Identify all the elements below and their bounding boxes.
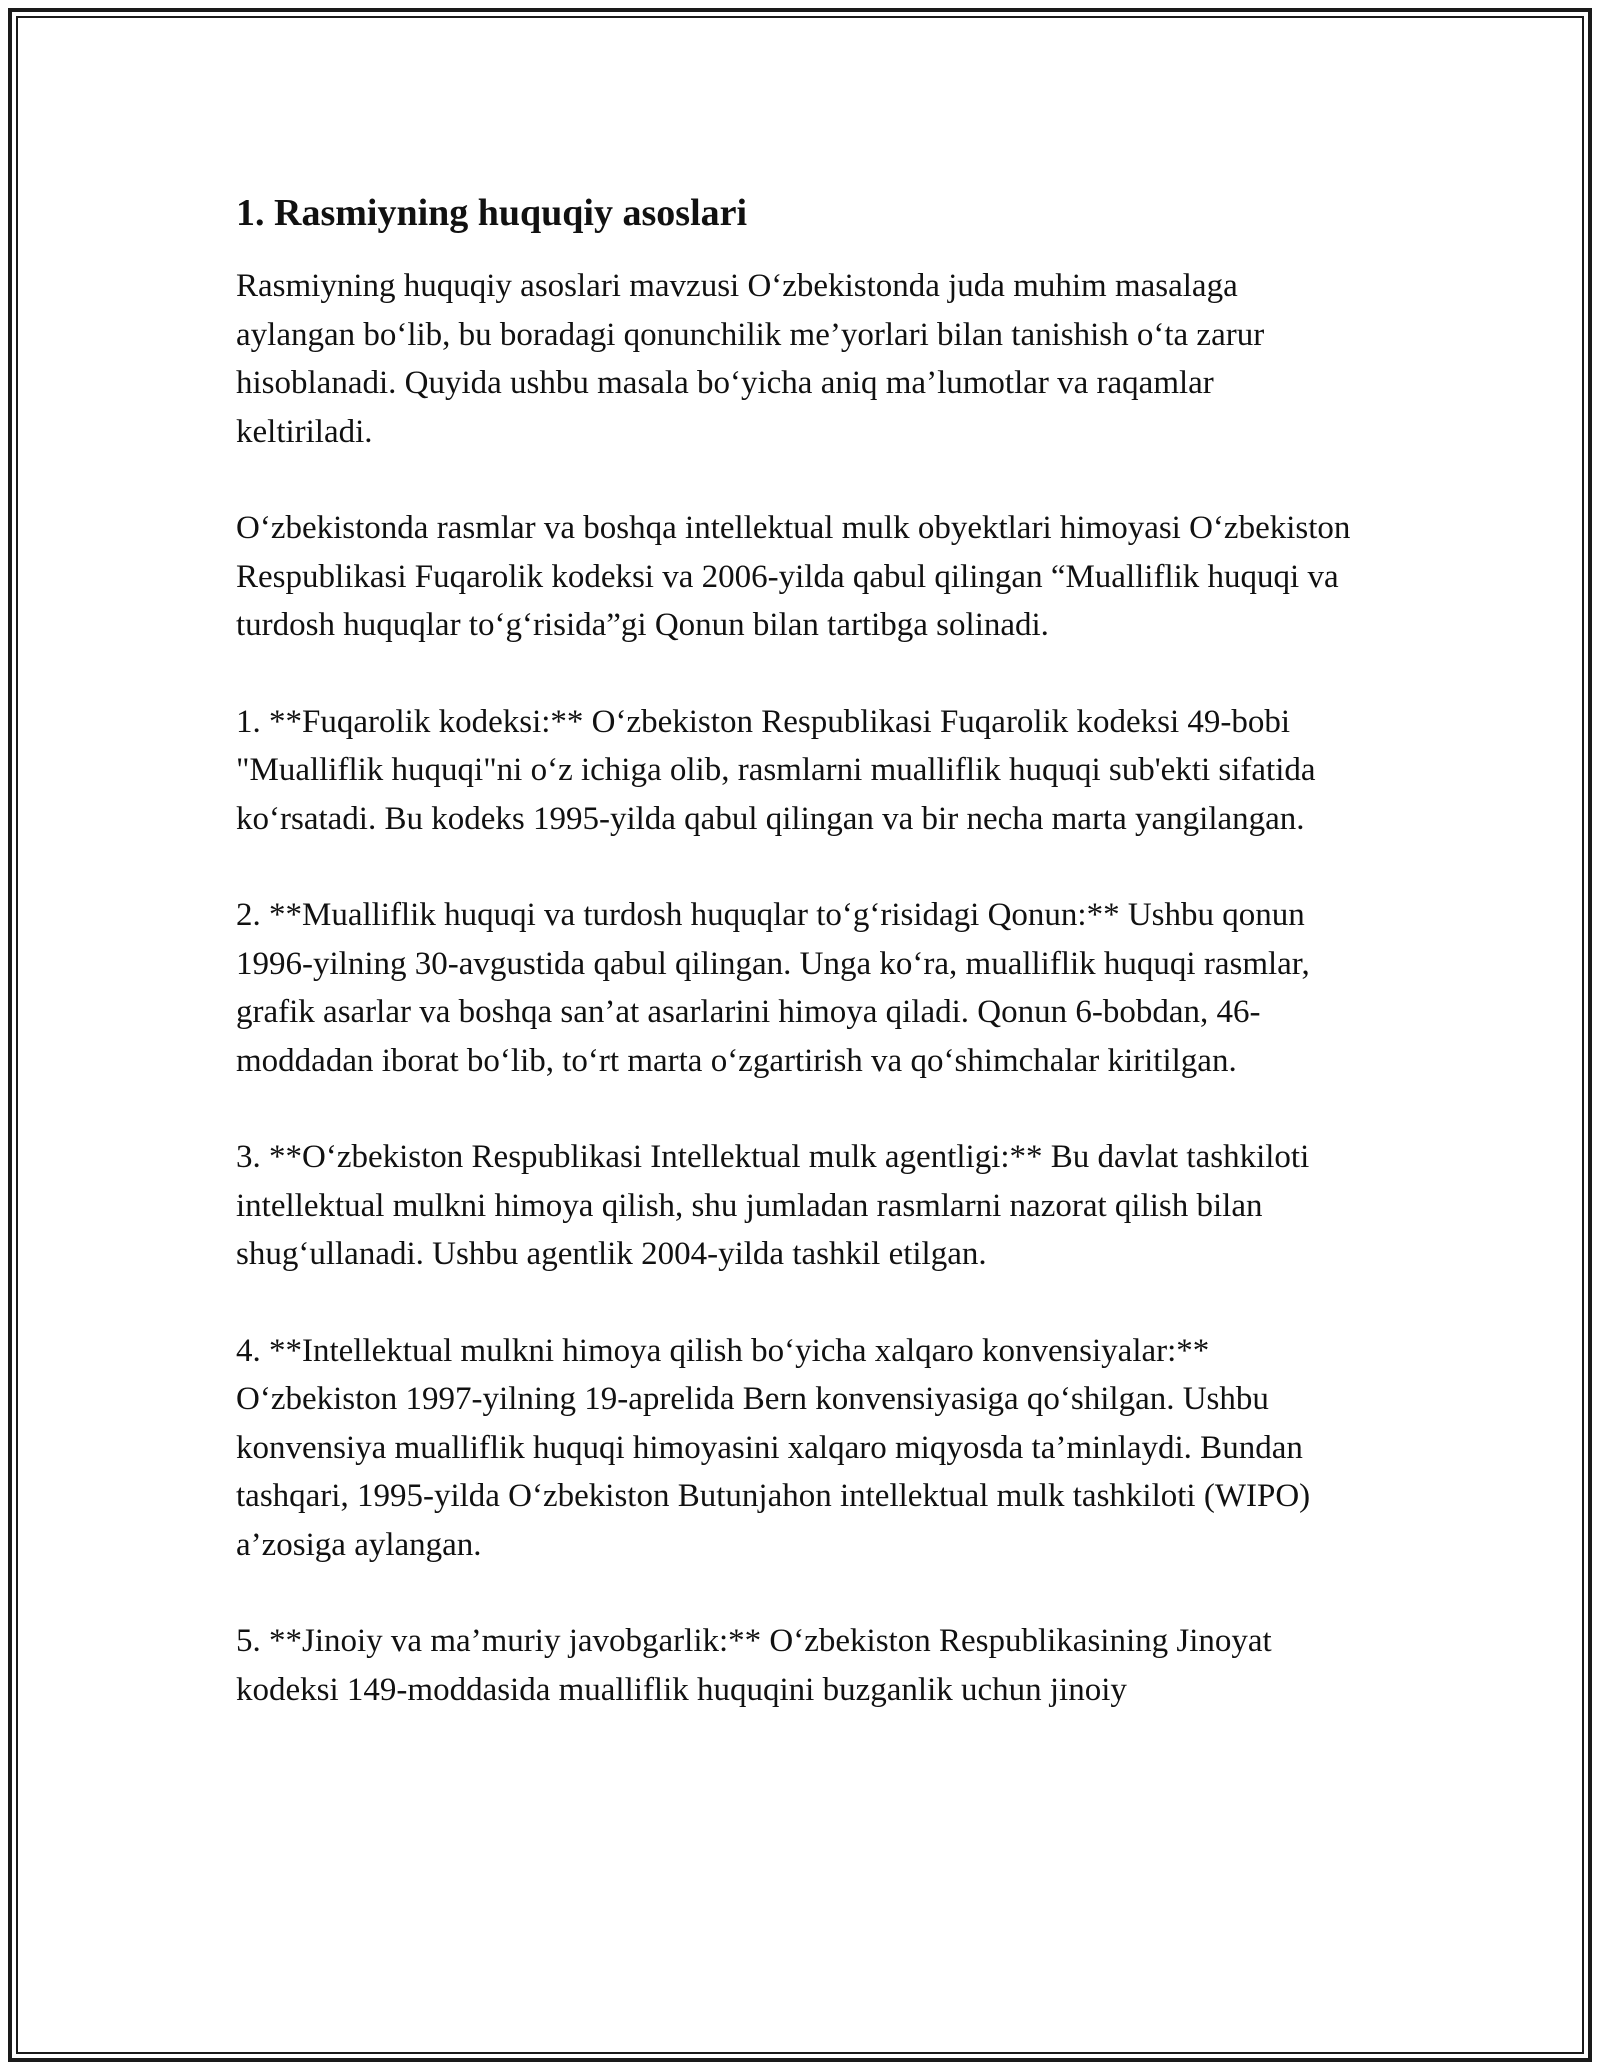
legal-basis-paragraph: O‘zbekistonda rasmlar va boshqa intellektual mulk obyektlari himoyasi O‘zbekiston Respublikasi Fuqarolik kodeksi va 2006-yilda qabul qilingan “Mualliflik huquqi va turdosh huquqlar to‘g‘risida”gi Qonun bilan tartibga solinadi. — [236, 510, 1351, 643]
list-item-criminal-liability: 5. **Jinoiy va ma’muriy javobgarlik:** O‘zbekiston Respublikasining Jinoyat kodeksi 149-moddasida mualliflik huquqini buzganlik uchun jinoiy — [236, 1623, 1272, 1708]
intro-paragraph: Rasmiyning huquqiy asoslari mavzusi O‘zbekistonda juda muhim masalaga aylangan bo‘lib, bu boradagi qonunchilik me’yorlari bilan tanishish o‘ta zarur hisoblanadi. Quyida ushbu masala bo‘yicha aniq ma’lumotlar va raqamlar keltiriladi. — [236, 268, 1265, 450]
list-item-ip-agency: 3. **O‘zbekiston Respublikasi Intellektual mulk agentligi:** Bu davlat tashkiloti intellektual mulkni himoya qilish, shu jumladan rasmlarni nazorat qilish bilan shug‘ullanadi. Ushbu agentlik 2004-yilda tashkil etilgan. — [236, 1139, 1310, 1272]
section-heading: 1. Rasmiyning huquqiy asoslari — [236, 192, 748, 234]
document-body — [236, 186, 1356, 1762]
list-item-copyright-law: 2. **Mualliflik huquqi va turdosh huquqlar to‘g‘risidagi Qonun:** Ushbu qonun 1996-yilning 30-avgustida qabul qilingan. Unga ko‘ra, mualliflik huquqi rasmlar, grafik asarlar va boshqa san’at asarlarini himoya qiladi. Qonun 6-bobdan, 46-moddadan iborat bo‘lib, to‘rt marta o‘zgartirish va qo‘shimchalar kiritilgan. — [236, 897, 1310, 1079]
list-item-international-conventions: 4. **Intellektual mulkni himoya qilish bo‘yicha xalqaro konvensiyalar:** O‘zbekiston 1997-yilning 19-aprelida Bern konvensiyasiga qo‘shilgan. Ushbu konvensiya mualliflik huquqi himoyasini xalqaro miqyosda ta’minlaydi. Bundan tashqari, 1995-yilda O‘zbekiston Butunjahon intellektual mulk tashkiloti (WIPO) a’zosiga aylangan. — [236, 1332, 1311, 1563]
list-item-civil-code: 1. **Fuqarolik kodeksi:** O‘zbekiston Respublikasi Fuqarolik kodeksi 49-bobi "Mualliflik huquqi"ni o‘z ichiga olib, rasmlarni mualliflik huquqi sub'ekti sifatida ko‘rsatadi. Bu kodeks 1995-yilda qabul qilingan va bir necha marta yangilangan. — [236, 703, 1316, 837]
